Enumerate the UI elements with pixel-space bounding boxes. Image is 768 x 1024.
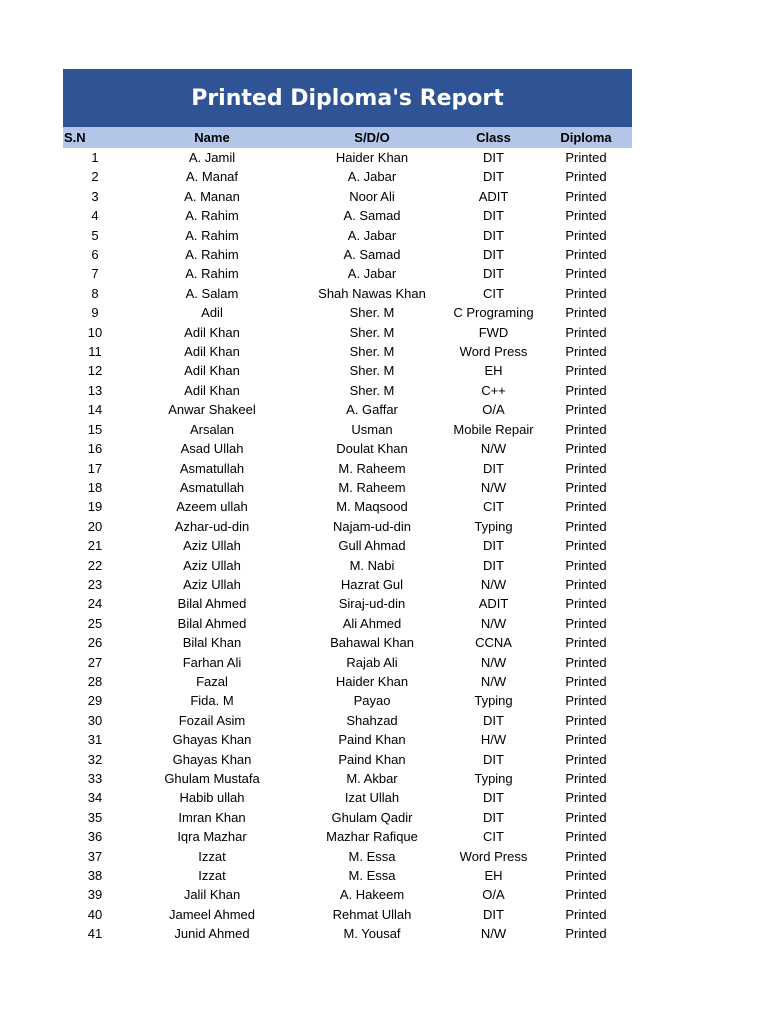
cell-sn: 33	[87, 771, 103, 786]
cell-name: A. Rahim	[185, 208, 239, 224]
cell-diploma: Printed	[565, 732, 607, 748]
cell-sdo: Shahzad	[346, 712, 398, 728]
cell-diploma: Printed	[565, 150, 607, 165]
cell-diploma: Printed	[565, 906, 607, 922]
cell-name: Izzat	[198, 848, 226, 864]
cell-class: DIT	[483, 169, 504, 185]
table-row	[63, 711, 632, 730]
cell-class: Word Press	[459, 344, 528, 360]
table-row	[63, 808, 632, 827]
cell-diploma: Printed	[565, 518, 607, 534]
table-row	[63, 206, 632, 225]
table-row	[63, 497, 632, 516]
cell-sdo: Paind Khan	[338, 751, 406, 767]
cell-sn: 22	[87, 557, 103, 573]
cell-sn: 40	[87, 906, 103, 922]
cell-sdo: Shah Nawas Khan	[318, 285, 426, 301]
cell-sdo: Izat Ullah	[344, 790, 400, 806]
table-row	[63, 556, 632, 575]
cell-class: DIT	[483, 809, 504, 825]
cell-sn: 15	[87, 421, 103, 437]
cell-diploma: Printed	[565, 266, 607, 282]
cell-sn: 9	[91, 305, 99, 321]
cell-sn: 1	[91, 150, 99, 165]
cell-sn: 18	[87, 479, 103, 495]
cell-name: Bilal Khan	[182, 635, 242, 651]
cell-diploma: Printed	[565, 887, 607, 903]
cell-name: Aziz Ullah	[183, 576, 241, 592]
cell-sdo: Najam-ud-din	[332, 518, 412, 534]
cell-sn: 4	[91, 208, 99, 224]
cell-class: CIT	[483, 499, 504, 515]
diploma-table	[63, 127, 632, 944]
table-row	[63, 730, 632, 749]
cell-sdo: Sher. M	[349, 363, 395, 379]
cell-diploma: Printed	[565, 441, 607, 457]
table-row	[63, 614, 632, 633]
table-row	[63, 905, 632, 924]
cell-name: Adil Khan	[184, 344, 240, 360]
table-row	[63, 827, 632, 846]
cell-sn: 11	[88, 344, 102, 360]
cell-diploma: Printed	[565, 227, 607, 243]
table-row	[63, 478, 632, 497]
cell-diploma: Printed	[565, 208, 607, 224]
cell-class: DIT	[483, 712, 504, 728]
cell-sn: 16	[87, 441, 103, 457]
cell-sdo: Gull Ahmad	[338, 538, 406, 554]
table-row	[63, 459, 632, 478]
cell-diploma: Printed	[565, 712, 607, 728]
cell-sn: 37	[87, 848, 103, 864]
cell-class: Typing	[474, 771, 513, 786]
cell-sn: 29	[87, 693, 103, 709]
cell-sn: 14	[87, 402, 103, 418]
cell-class: ADIT	[478, 188, 509, 204]
cell-diploma: Printed	[565, 247, 607, 263]
table-row	[63, 439, 632, 458]
cell-name: Izzat	[198, 868, 226, 884]
cell-class: N/W	[480, 926, 507, 942]
table-row	[63, 323, 632, 342]
cell-name: Iqra Mazhar	[177, 829, 247, 845]
cell-name: A. Rahim	[185, 247, 239, 263]
cell-sn: 34	[87, 790, 103, 806]
cell-class: DIT	[483, 751, 504, 767]
cell-class: EH	[484, 868, 503, 884]
cell-class: DIT	[483, 460, 504, 476]
cell-diploma: Printed	[565, 829, 607, 845]
table-row	[63, 167, 632, 186]
cell-diploma: Printed	[565, 479, 607, 495]
cell-diploma: Printed	[565, 421, 607, 437]
diploma-report	[63, 69, 632, 944]
cell-class: C++	[481, 382, 506, 398]
table-row	[63, 361, 632, 380]
table-row	[63, 400, 632, 419]
cell-name: A. Manaf	[185, 169, 239, 185]
cell-class: ADIT	[478, 596, 509, 612]
cell-sdo: M. Yousaf	[343, 926, 401, 942]
table-row	[63, 264, 632, 283]
cell-sdo: A. Samad	[343, 208, 401, 224]
table-row	[63, 691, 632, 710]
table-row	[63, 245, 632, 264]
cell-class: N/W	[480, 479, 507, 495]
cell-sdo: Haider Khan	[335, 150, 409, 165]
cell-class: O/A	[482, 887, 505, 903]
cell-sdo: Rehmat Ullah	[332, 906, 412, 922]
cell-class: CCNA	[475, 635, 512, 651]
cell-sdo: Sher. M	[349, 324, 395, 340]
cell-diploma: Printed	[565, 790, 607, 806]
cell-diploma: Printed	[565, 382, 607, 398]
cell-sdo: A. Gaffar	[346, 402, 398, 418]
table-row	[63, 633, 632, 652]
cell-name: Jameel Ahmed	[169, 906, 255, 922]
cell-sdo: Sher. M	[349, 382, 395, 398]
cell-class: DIT	[483, 247, 504, 263]
cell-sdo: Siraj-ud-din	[338, 596, 406, 612]
cell-class: N/W	[480, 654, 507, 670]
cell-class: Typing	[474, 518, 513, 534]
cell-sn: 28	[87, 673, 103, 689]
cell-name: Imran Khan	[178, 809, 246, 825]
table-row	[63, 517, 632, 536]
cell-name: Ghayas Khan	[172, 732, 252, 748]
cell-class: DIT	[483, 208, 504, 224]
cell-diploma: Printed	[565, 654, 607, 670]
cell-name: Habib ullah	[179, 790, 245, 806]
cell-sdo: M. Raheem	[338, 479, 406, 495]
cell-name: A. Jamil	[188, 150, 236, 165]
cell-name: Asmatullah	[179, 479, 245, 495]
cell-class: DIT	[483, 266, 504, 282]
cell-diploma: Printed	[565, 926, 607, 942]
cell-diploma: Printed	[565, 576, 607, 592]
cell-name: Adil Khan	[184, 363, 240, 379]
cell-name: Adil Khan	[184, 382, 240, 398]
cell-sn: 17	[87, 460, 103, 476]
cell-sdo: Ghulam Qadir	[331, 809, 413, 825]
cell-class: DIT	[483, 790, 504, 806]
cell-sdo: M. Essa	[348, 848, 396, 864]
cell-diploma: Printed	[565, 499, 607, 515]
cell-sn: 35	[87, 809, 103, 825]
table-row	[63, 303, 632, 322]
cell-diploma: Printed	[565, 344, 607, 360]
cell-sdo: Noor Ali	[349, 188, 395, 204]
cell-diploma: Printed	[565, 771, 607, 786]
cell-diploma: Printed	[565, 285, 607, 301]
cell-sn: 32	[87, 751, 103, 767]
table-row	[63, 342, 632, 361]
table-row	[63, 653, 632, 672]
cell-sdo: Sher. M	[349, 305, 395, 321]
cell-class: CIT	[483, 829, 504, 845]
cell-class: DIT	[483, 557, 504, 573]
header-sn: S.N	[64, 130, 86, 145]
cell-name: A. Manan	[184, 188, 240, 204]
cell-class: N/W	[480, 615, 507, 631]
table-row	[63, 284, 632, 303]
cell-sdo: A. Jabar	[347, 169, 397, 185]
header-name: Name	[194, 130, 230, 145]
cell-sdo: M. Raheem	[338, 460, 406, 476]
cell-name: Adil	[201, 305, 223, 321]
cell-diploma: Printed	[565, 557, 607, 573]
table-row	[63, 769, 632, 788]
cell-class: DIT	[483, 227, 504, 243]
table-row	[63, 148, 632, 167]
cell-name: Azeem ullah	[176, 499, 248, 515]
cell-diploma: Printed	[565, 751, 607, 767]
cell-sdo: A. Jabar	[347, 227, 397, 243]
table-row	[63, 672, 632, 691]
cell-diploma: Printed	[565, 188, 607, 204]
cell-name: Aziz Ullah	[183, 557, 241, 573]
cell-sn: 10	[87, 324, 103, 340]
cell-class: N/W	[480, 441, 507, 457]
table-row	[63, 750, 632, 769]
cell-name: Asmatullah	[179, 460, 245, 476]
table-row	[63, 575, 632, 594]
cell-sdo: M. Akbar	[346, 771, 398, 786]
cell-name: Ghayas Khan	[172, 751, 252, 767]
cell-name: Jalil Khan	[183, 887, 241, 903]
header-row	[63, 127, 632, 148]
cell-class: N/W	[480, 576, 507, 592]
cell-sdo: Usman	[351, 421, 393, 437]
cell-class: Typing	[474, 693, 513, 709]
cell-sn: 2	[91, 169, 99, 185]
cell-diploma: Printed	[565, 324, 607, 340]
cell-sdo: A. Samad	[343, 247, 401, 263]
cell-class: DIT	[483, 150, 504, 165]
cell-class: O/A	[482, 402, 505, 418]
cell-name: Ghulam Mustafa	[164, 771, 260, 786]
cell-sdo: A. Jabar	[347, 266, 397, 282]
cell-sdo: Rajab Ali	[346, 654, 398, 670]
report-title: Printed Diploma's Report	[63, 69, 632, 127]
cell-sdo: Sher. M	[349, 344, 395, 360]
cell-sdo: Bahawal Khan	[330, 635, 414, 651]
cell-class: FWD	[478, 324, 509, 340]
table-row	[63, 381, 632, 400]
cell-sn: 39	[87, 887, 103, 903]
table-row	[63, 594, 632, 613]
cell-name: Junid Ahmed	[174, 926, 250, 942]
cell-class: Mobile Repair	[453, 421, 534, 437]
cell-sdo: A. Hakeem	[339, 887, 405, 903]
cell-sn: 26	[87, 635, 103, 651]
cell-sn: 24	[87, 596, 103, 612]
cell-diploma: Printed	[565, 305, 607, 321]
cell-diploma: Printed	[565, 402, 607, 418]
table-row	[63, 788, 632, 807]
cell-sdo: Ali Ahmed	[342, 615, 402, 631]
cell-name: Bilal Ahmed	[177, 615, 247, 631]
cell-diploma: Printed	[565, 460, 607, 476]
cell-sdo: Paind Khan	[338, 732, 406, 748]
cell-name: A. Salam	[185, 285, 239, 301]
cell-sdo: Doulat Khan	[336, 441, 408, 457]
cell-class: H/W	[480, 732, 507, 748]
table-row	[63, 885, 632, 904]
cell-sn: 13	[87, 382, 103, 398]
cell-sn: 12	[87, 363, 103, 379]
cell-name: Arsalan	[189, 421, 235, 437]
cell-name: Bilal Ahmed	[177, 596, 247, 612]
cell-name: A. Rahim	[185, 266, 239, 282]
cell-class: CIT	[483, 285, 504, 301]
cell-sn: 6	[91, 247, 99, 263]
cell-sdo: M. Maqsood	[336, 499, 408, 515]
cell-class: Word Press	[459, 848, 528, 864]
cell-name: Adil Khan	[184, 324, 240, 340]
cell-name: Fazal	[196, 673, 228, 689]
cell-sn: 21	[87, 538, 103, 554]
cell-sn: 20	[87, 518, 103, 534]
cell-class: EH	[484, 363, 503, 379]
table-row	[63, 187, 632, 206]
cell-diploma: Printed	[565, 596, 607, 612]
cell-diploma: Printed	[565, 538, 607, 554]
table-row	[63, 226, 632, 245]
cell-sn: 41	[87, 926, 103, 942]
cell-sn: 30	[87, 712, 103, 728]
cell-sn: 27	[87, 654, 103, 670]
cell-sn: 38	[87, 868, 103, 884]
cell-sn: 19	[87, 499, 103, 515]
cell-diploma: Printed	[565, 868, 607, 884]
cell-diploma: Printed	[565, 615, 607, 631]
cell-diploma: Printed	[565, 363, 607, 379]
cell-name: A. Rahim	[185, 227, 239, 243]
cell-name: Fozail Asim	[178, 712, 246, 728]
cell-sdo: M. Nabi	[349, 557, 395, 573]
cell-diploma: Printed	[565, 169, 607, 185]
table-row	[63, 420, 632, 439]
cell-sn: 8	[91, 285, 99, 301]
cell-name: Asad Ullah	[180, 441, 244, 457]
cell-sdo: Mazhar Rafique	[326, 829, 418, 845]
cell-sn: 5	[91, 227, 99, 243]
cell-class: N/W	[480, 673, 507, 689]
header-sdo: S/D/O	[354, 130, 390, 145]
cell-name: Farhan Ali	[182, 654, 242, 670]
cell-diploma: Printed	[565, 635, 607, 651]
cell-name: Azhar-ud-din	[174, 518, 250, 534]
header-diploma: Diploma	[560, 130, 612, 145]
cell-name: Anwar Shakeel	[168, 402, 256, 418]
cell-sn: 23	[87, 576, 103, 592]
table-row	[63, 847, 632, 866]
cell-class: DIT	[483, 538, 504, 554]
cell-sdo: Hazrat Gul	[340, 576, 404, 592]
cell-sn: 31	[87, 732, 103, 748]
header-class: Class	[476, 130, 511, 145]
table-row	[63, 924, 632, 943]
table-row	[63, 536, 632, 555]
cell-name: Fida. M	[190, 693, 234, 709]
cell-sdo: M. Essa	[348, 868, 396, 884]
cell-sn: 36	[87, 829, 103, 845]
cell-sn: 7	[91, 266, 99, 282]
cell-class: C Programing	[453, 305, 534, 321]
cell-name: Aziz Ullah	[183, 538, 241, 554]
cell-sn: 3	[91, 188, 99, 204]
cell-diploma: Printed	[565, 673, 607, 689]
cell-sdo: Payao	[353, 693, 391, 709]
cell-class: DIT	[483, 906, 504, 922]
cell-sn: 25	[87, 615, 103, 631]
table-row	[63, 866, 632, 885]
table-body	[63, 148, 632, 944]
cell-sdo: Haider Khan	[335, 673, 409, 689]
cell-diploma: Printed	[565, 809, 607, 825]
cell-diploma: Printed	[565, 693, 607, 709]
cell-diploma: Printed	[565, 848, 607, 864]
